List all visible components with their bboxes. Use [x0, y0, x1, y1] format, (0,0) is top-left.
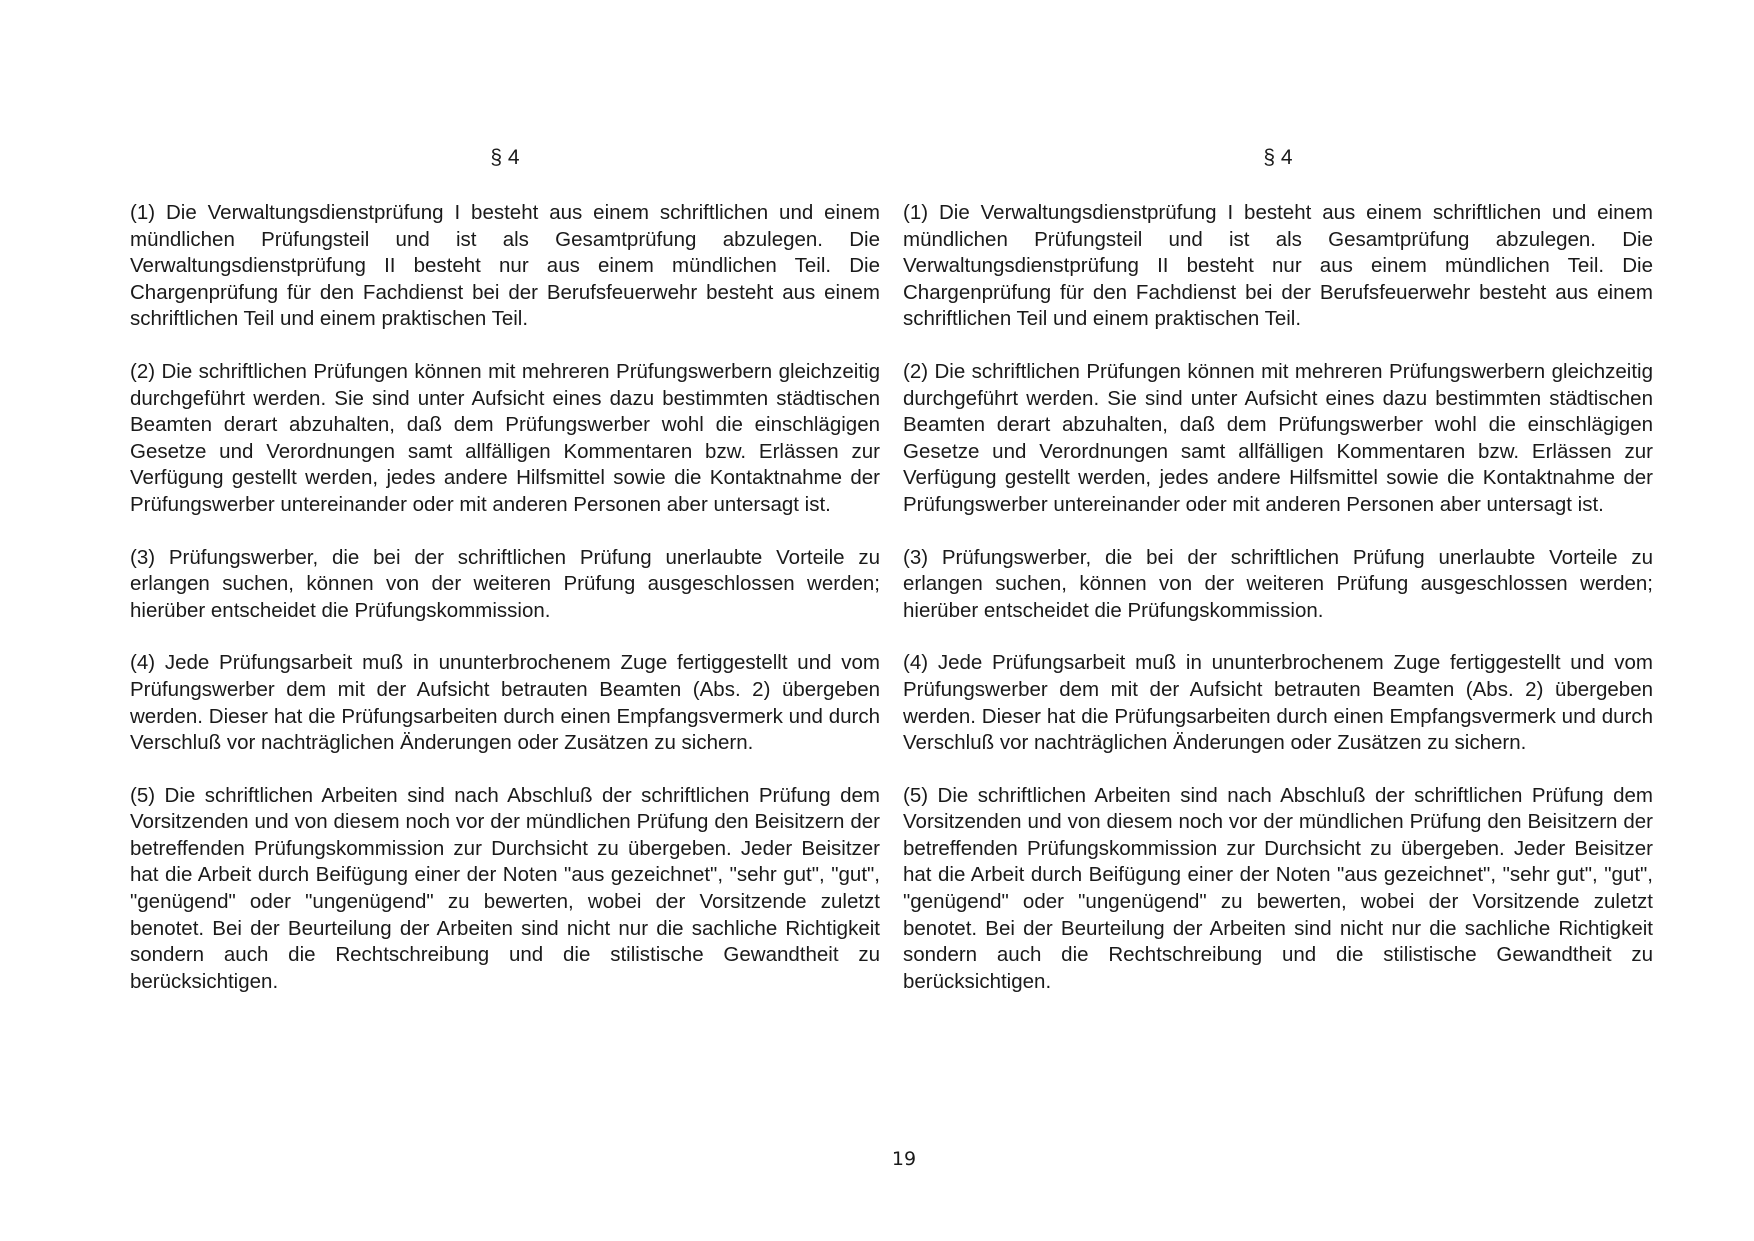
left-paragraph-4: (4) Jede Prüfungsarbeit muß in ununterbrochenem Zuge fertiggestellt und vom Prüfungswerber dem mit der Aufsicht betrauten Beamten (Abs. 2) übergeben werden. Dieser hat die Prüfungsarbeiten durch einen Empfangsvermerk und durch Verschluß vor nachträglichen Änderungen oder Zusätzen zu sichern.	[130, 651, 880, 755]
right-paragraph-3: (3) Prüfungswerber, die bei der schriftlichen Prüfung unerlaubte Vorteile zu erlangen suchen, können von der weiteren Prüfung ausgeschlossen werden; hierüber entscheidet die Prüfungskommission.	[903, 545, 1653, 622]
left-paragraph-1: (1) Die Verwaltungsdienstprüfung I besteht aus einem schriftlichen und einem mündlichen Prüfungsteil und ist als Gesamtprüfung abzulegen. Die Verwaltungsdienstprüfung II besteht nur aus einem mündlichen Teil. Die Chargenprüfung für den Fachdienst bei der Berufsfeuerwehr besteht aus einem schriftlichen Teil und einem praktischen Teil.	[130, 201, 880, 331]
left-column	[130, 145, 880, 1021]
right-paragraph-4: (4) Jede Prüfungsarbeit muß in ununterbrochenem Zuge fertiggestellt und vom Prüfungswerber dem mit der Aufsicht betrauten Beamten (Abs. 2) übergeben werden. Dieser hat die Prüfungsarbeiten durch einen Empfangsvermerk und durch Verschluß vor nachträglichen Änderungen oder Zusätzen zu sichern.	[903, 651, 1653, 755]
section-heading-right: § 4	[1263, 146, 1293, 169]
section-heading-left: § 4	[490, 146, 520, 169]
right-paragraph-1: (1) Die Verwaltungsdienstprüfung I besteht aus einem schriftlichen und einem mündlichen Prüfungsteil und ist als Gesamtprüfung abzulegen. Die Verwaltungsdienstprüfung II besteht nur aus einem mündlichen Teil. Die Chargenprüfung für den Fachdienst bei der Berufsfeuerwehr besteht aus einem schriftlichen Teil und einem praktischen Teil.	[903, 201, 1653, 331]
right-paragraph-5: (5) Die schriftlichen Arbeiten sind nach Abschluß der schriftlichen Prüfung dem Vorsitzenden und von diesem noch vor der mündlichen Prüfung den Beisitzern der betreffenden Prüfungskommission zur Durchsicht zu übergeben. Jeder Beisitzer hat die Arbeit durch Beifügung einer der Noten "aus gezeichnet", "sehr gut", "gut", "genügend" oder "ungenügend" zu bewerten, wobei der Vorsitzende zuletzt benotet. Bei der Beurteilung der Arbeiten sind nicht nur die sachliche Richtigkeit sondern auch die Rechtschreibung und die stilistische Gewandtheit zu berücksichtigen.	[903, 783, 1653, 993]
right-column	[903, 145, 1653, 1021]
page-number: 19	[891, 1148, 917, 1170]
left-paragraph-3: (3) Prüfungswerber, die bei der schriftlichen Prüfung unerlaubte Vorteile zu erlangen suchen, können von der weiteren Prüfung ausgeschlossen werden; hierüber entscheidet die Prüfungskommission.	[130, 545, 880, 622]
right-paragraph-2: (2) Die schriftlichen Prüfungen können mit mehreren Prüfungswerbern gleichzeitig durchgeführt werden. Sie sind unter Aufsicht eines dazu bestimmten städtischen Beamten derart abzuhalten, daß dem Prüfungswerber wohl die einschlägigen Gesetze und Verordnungen samt allfälligen Kommentaren bzw. Erlässen zur Verfügung gestellt werden, jedes andere Hilfsmittel sowie die Kontaktnahme der Prüfungswerber untereinander oder mit anderen Personen aber untersagt ist.	[903, 359, 1653, 516]
left-paragraph-5: (5) Die schriftlichen Arbeiten sind nach Abschluß der schriftlichen Prüfung dem Vorsitzenden und von diesem noch vor der mündlichen Prüfung den Beisitzern der betreffenden Prüfungskommission zur Durchsicht zu übergeben. Jeder Beisitzer hat die Arbeit durch Beifügung einer der Noten "aus gezeichnet", "sehr gut", "gut", "genügend" oder "ungenügend" zu bewerten, wobei der Vorsitzende zuletzt benotet. Bei der Beurteilung der Arbeiten sind nicht nur die sachliche Richtigkeit sondern auch die Rechtschreibung und die stilistische Gewandtheit zu berücksichtigen.	[130, 783, 880, 993]
left-paragraph-2: (2) Die schriftlichen Prüfungen können mit mehreren Prüfungswerbern gleichzeitig durchgeführt werden. Sie sind unter Aufsicht eines dazu bestimmten städtischen Beamten derart abzuhalten, daß dem Prüfungswerber wohl die einschlägigen Gesetze und Verordnungen samt allfälligen Kommentaren bzw. Erlässen zur Verfügung gestellt werden, jedes andere Hilfsmittel sowie die Kontaktnahme der Prüfungswerber untereinander oder mit anderen Personen aber untersagt ist.	[130, 359, 880, 516]
